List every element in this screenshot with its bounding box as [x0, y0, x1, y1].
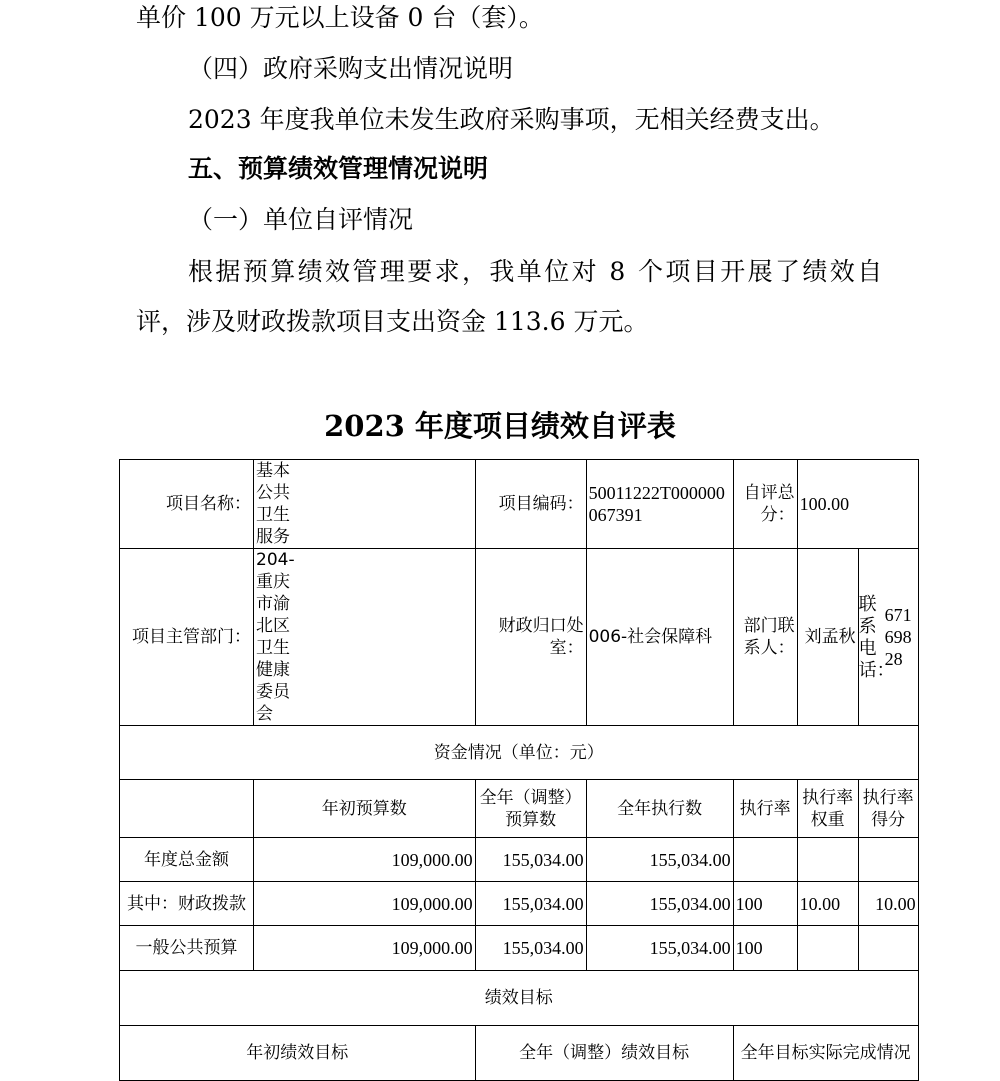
col-execution-rate: 执行率	[733, 780, 797, 838]
project-name-value: 基本公共卫生服务	[254, 460, 476, 549]
perf-initial-target: 年初绩效目标	[120, 1026, 476, 1081]
project-name-label: 项目名称：	[120, 460, 254, 549]
row-exec: 155,034.00	[586, 838, 733, 882]
col-adjusted-budget: 全年（调整）预算数	[475, 780, 586, 838]
row-score: 10.00	[858, 882, 918, 926]
row-rate: 100	[733, 926, 797, 971]
row-score	[858, 926, 918, 971]
phone-label: 联系电话：	[858, 594, 895, 680]
row-initial: 109,000.00	[254, 926, 476, 971]
paragraph-line-1: 单价 100 万元以上设备 0 台（套）。	[136, 3, 544, 32]
table-row	[120, 838, 919, 882]
self-score-label: 自评总分：	[733, 460, 797, 549]
row-initial: 109,000.00	[254, 882, 476, 926]
row-label: 其中：财政拨款	[120, 882, 254, 926]
row-adjusted: 155,034.00	[475, 926, 586, 971]
row-rate	[733, 838, 797, 882]
row-adjusted: 155,034.00	[475, 838, 586, 882]
project-code-label: 项目编码：	[475, 460, 586, 549]
perf-actual-completion: 全年目标实际完成情况	[733, 1026, 918, 1081]
contact-value: 刘孟秋	[797, 549, 858, 726]
table-row	[120, 882, 919, 926]
col-execution: 全年执行数	[586, 780, 733, 838]
funds-header: 资金情况（单位：元）	[120, 726, 919, 780]
row-weight	[797, 838, 858, 882]
table-title: 2023 年度项目绩效自评表	[324, 409, 676, 443]
row-exec: 155,034.00	[586, 926, 733, 971]
performance-header: 绩效目标	[120, 971, 919, 1026]
col-initial-budget: 年初预算数	[254, 780, 476, 838]
col-rate-weight: 执行率权重	[797, 780, 858, 838]
heading-budget-performance: 五、预算绩效管理情况说明	[188, 154, 489, 183]
paragraph-evaluation-line-2: 评，涉及财政拨款项目支出资金 113.6 万元。	[136, 307, 649, 336]
phone-value: 67169828	[884, 605, 912, 669]
dept-label: 项目主管部门：	[120, 549, 254, 726]
row-score	[858, 838, 918, 882]
row-label: 年度总金额	[120, 838, 254, 882]
subheading-self-evaluation: （一）单位自评情况	[188, 205, 414, 234]
self-score-value: 100.00	[797, 460, 918, 549]
col-rate-score: 执行率得分	[858, 780, 918, 838]
row-rate: 100	[733, 882, 797, 926]
funds-header-blank	[120, 780, 254, 838]
row-label: 一般公共预算	[120, 926, 254, 971]
phone-cell	[858, 549, 918, 726]
paragraph-procurement: 2023 年度我单位未发生政府采购事项，无相关经费支出。	[188, 105, 835, 134]
dept-value: 204-重庆市渝北区卫生健康委员会	[254, 549, 476, 726]
contact-label: 部门联系人：	[733, 549, 797, 726]
row-adjusted: 155,034.00	[475, 882, 586, 926]
subheading-government-procurement: （四）政府采购支出情况说明	[188, 54, 514, 83]
office-label: 财政归口处室：	[475, 549, 586, 726]
paragraph-evaluation-line-1: 根据预算绩效管理要求，我单位对 8 个项目开展了绩效自	[188, 257, 885, 286]
perf-adjusted-target: 全年（调整）绩效目标	[475, 1026, 733, 1081]
table-row	[120, 926, 919, 971]
row-weight: 10.00	[797, 882, 858, 926]
row-exec: 155,034.00	[586, 882, 733, 926]
office-value: 006-社会保障科	[586, 549, 733, 726]
project-code-value: 50011222T000000067391	[586, 460, 733, 549]
row-weight	[797, 926, 858, 971]
performance-evaluation-table	[119, 459, 919, 1081]
row-initial: 109,000.00	[254, 838, 476, 882]
